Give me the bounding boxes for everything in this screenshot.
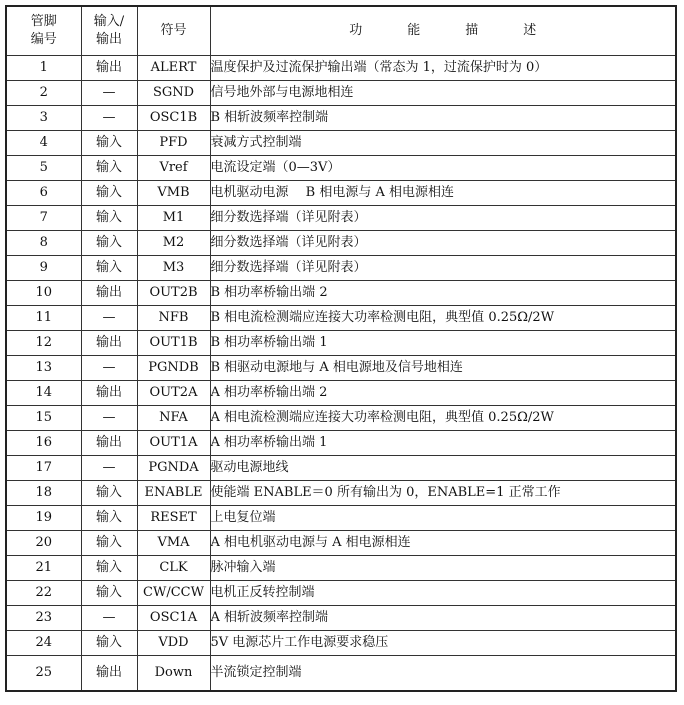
symbol-cell: M1 (137, 206, 210, 231)
header-io-line1: 输入/ (93, 14, 125, 29)
symbol-cell: OSC1B (137, 106, 210, 131)
pin-number-cell: 13 (6, 356, 81, 381)
description-cell: B 相功率桥输出端 1 (210, 331, 676, 356)
io-type-cell: 输入 (81, 206, 137, 231)
io-type-cell: 输出 (81, 431, 137, 456)
table-row (6, 206, 676, 231)
io-type-cell: — (81, 106, 137, 131)
description-cell: A 相功率桥输出端 2 (210, 381, 676, 406)
symbol-cell: CW/CCW (137, 581, 210, 606)
symbol-cell: VMA (137, 531, 210, 556)
symbol-cell: Down (137, 656, 210, 692)
description-cell: B 相电流检测端应连接大功率检测电阻，典型值 0.25Ω/2W (210, 306, 676, 331)
io-type-cell: 输入 (81, 181, 137, 206)
io-type-cell: 输出 (81, 56, 137, 81)
symbol-cell: PGNDA (137, 456, 210, 481)
table-row (6, 356, 676, 381)
symbol-cell: PFD (137, 131, 210, 156)
table-row (6, 106, 676, 131)
table-row (6, 256, 676, 281)
io-type-cell: 输出 (81, 656, 137, 692)
pin-number-cell: 19 (6, 506, 81, 531)
symbol-cell: PGNDB (137, 356, 210, 381)
pin-number-cell: 21 (6, 556, 81, 581)
io-type-cell: 输入 (81, 231, 137, 256)
io-type-cell: — (81, 456, 137, 481)
table-row (6, 131, 676, 156)
description-cell: A 相电机驱动电源与 A 相电源相连 (210, 531, 676, 556)
symbol-cell: VDD (137, 631, 210, 656)
table-row (6, 456, 676, 481)
io-type-cell: 输出 (81, 331, 137, 356)
pin-number-cell: 9 (6, 256, 81, 281)
symbol-cell: OUT1B (137, 331, 210, 356)
description-cell: 脉冲输入端 (210, 556, 676, 581)
symbol-cell: CLK (137, 556, 210, 581)
description-cell: 细分数选择端（详见附表） (210, 231, 676, 256)
description-cell: 温度保护及过流保护输出端（常态为 1，过流保护时为 0） (210, 56, 676, 81)
io-type-cell: — (81, 356, 137, 381)
description-cell: 5V 电源芯片工作电源要求稳压 (210, 631, 676, 656)
io-type-cell: 输入 (81, 481, 137, 506)
pin-number-cell: 18 (6, 481, 81, 506)
table-row (6, 506, 676, 531)
symbol-cell: Vref (137, 156, 210, 181)
symbol-cell: OUT1A (137, 431, 210, 456)
table-row (6, 156, 676, 181)
header-pin-number (6, 6, 81, 56)
io-type-cell: 输入 (81, 256, 137, 281)
pin-number-cell: 8 (6, 231, 81, 256)
pin-number-cell: 14 (6, 381, 81, 406)
description-cell: A 相斩波频率控制端 (210, 606, 676, 631)
header-row (6, 6, 676, 56)
pin-number-cell: 17 (6, 456, 81, 481)
symbol-cell: M2 (137, 231, 210, 256)
pin-number-cell: 3 (6, 106, 81, 131)
description-cell: 细分数选择端（详见附表） (210, 256, 676, 281)
table-row (6, 181, 676, 206)
pin-number-cell: 11 (6, 306, 81, 331)
table-row (6, 231, 676, 256)
table-row (6, 581, 676, 606)
symbol-cell: OUT2B (137, 281, 210, 306)
pin-number-cell: 24 (6, 631, 81, 656)
symbol-cell: M3 (137, 256, 210, 281)
pin-number-cell: 15 (6, 406, 81, 431)
header-io (81, 6, 137, 56)
table-row (6, 81, 676, 106)
description-cell: 细分数选择端（详见附表） (210, 206, 676, 231)
pin-number-cell: 6 (6, 181, 81, 206)
description-cell: 电机正反转控制端 (210, 581, 676, 606)
pin-number-cell: 25 (6, 656, 81, 692)
pin-number-cell: 10 (6, 281, 81, 306)
description-cell: 信号地外部与电源地相连 (210, 81, 676, 106)
table-row (6, 331, 676, 356)
table-row (6, 631, 676, 656)
io-type-cell: — (81, 306, 137, 331)
io-type-cell: 输入 (81, 581, 137, 606)
pin-number-cell: 7 (6, 206, 81, 231)
pin-function-table (5, 5, 677, 692)
header-description: 功能描述 (210, 6, 676, 56)
description-cell: 电流设定端（0—3V） (210, 156, 676, 181)
description-cell: 电机驱动电源 B 相电源与 A 相电源相连 (210, 181, 676, 206)
symbol-cell: VMB (137, 181, 210, 206)
io-type-cell: — (81, 606, 137, 631)
symbol-cell: NFB (137, 306, 210, 331)
io-type-cell: 输出 (81, 281, 137, 306)
table-header (6, 6, 676, 56)
pin-number-cell: 1 (6, 56, 81, 81)
symbol-cell: OSC1A (137, 606, 210, 631)
io-type-cell: 输入 (81, 531, 137, 556)
io-type-cell: 输入 (81, 131, 137, 156)
io-type-cell: — (81, 406, 137, 431)
symbol-cell: OUT2A (137, 381, 210, 406)
pin-number-cell: 23 (6, 606, 81, 631)
description-cell: 使能端 ENABLE＝0 所有输出为 0，ENABLE=1 正常工作 (210, 481, 676, 506)
pin-number-cell: 20 (6, 531, 81, 556)
header-io-line2: 输出 (95, 32, 122, 47)
table-row (6, 406, 676, 431)
table-row (6, 531, 676, 556)
description-cell: B 相驱动电源地与 A 相电源地及信号地相连 (210, 356, 676, 381)
header-pin-line2: 编号 (30, 32, 57, 47)
io-type-cell: — (81, 81, 137, 106)
symbol-cell: RESET (137, 506, 210, 531)
io-type-cell: 输入 (81, 556, 137, 581)
table-body (6, 56, 676, 692)
table-row (6, 606, 676, 631)
symbol-cell: ALERT (137, 56, 210, 81)
symbol-cell: SGND (137, 81, 210, 106)
pin-number-cell: 12 (6, 331, 81, 356)
pin-number-cell: 16 (6, 431, 81, 456)
description-cell: 驱动电源地线 (210, 456, 676, 481)
table-row (6, 656, 676, 692)
symbol-cell: NFA (137, 406, 210, 431)
io-type-cell: 输入 (81, 156, 137, 181)
pin-number-cell: 4 (6, 131, 81, 156)
table-row (6, 556, 676, 581)
description-cell: 衰减方式控制端 (210, 131, 676, 156)
description-cell: B 相功率桥输出端 2 (210, 281, 676, 306)
pin-number-cell: 5 (6, 156, 81, 181)
description-cell: 半流锁定控制端 (210, 656, 676, 692)
table-row (6, 306, 676, 331)
header-pin-line1: 管脚 (30, 14, 57, 29)
io-type-cell: 输出 (81, 381, 137, 406)
table-row (6, 481, 676, 506)
pin-number-cell: 22 (6, 581, 81, 606)
header-symbol: 符号 (137, 6, 210, 56)
table-row (6, 431, 676, 456)
description-cell: A 相功率桥输出端 1 (210, 431, 676, 456)
io-type-cell: 输入 (81, 506, 137, 531)
pin-number-cell: 2 (6, 81, 81, 106)
table-row (6, 281, 676, 306)
description-cell: A 相电流检测端应连接大功率检测电阻，典型值 0.25Ω/2W (210, 406, 676, 431)
table-row (6, 381, 676, 406)
description-cell: 上电复位端 (210, 506, 676, 531)
description-cell: B 相斩波频率控制端 (210, 106, 676, 131)
table-row (6, 56, 676, 81)
io-type-cell: 输入 (81, 631, 137, 656)
symbol-cell: ENABLE (137, 481, 210, 506)
